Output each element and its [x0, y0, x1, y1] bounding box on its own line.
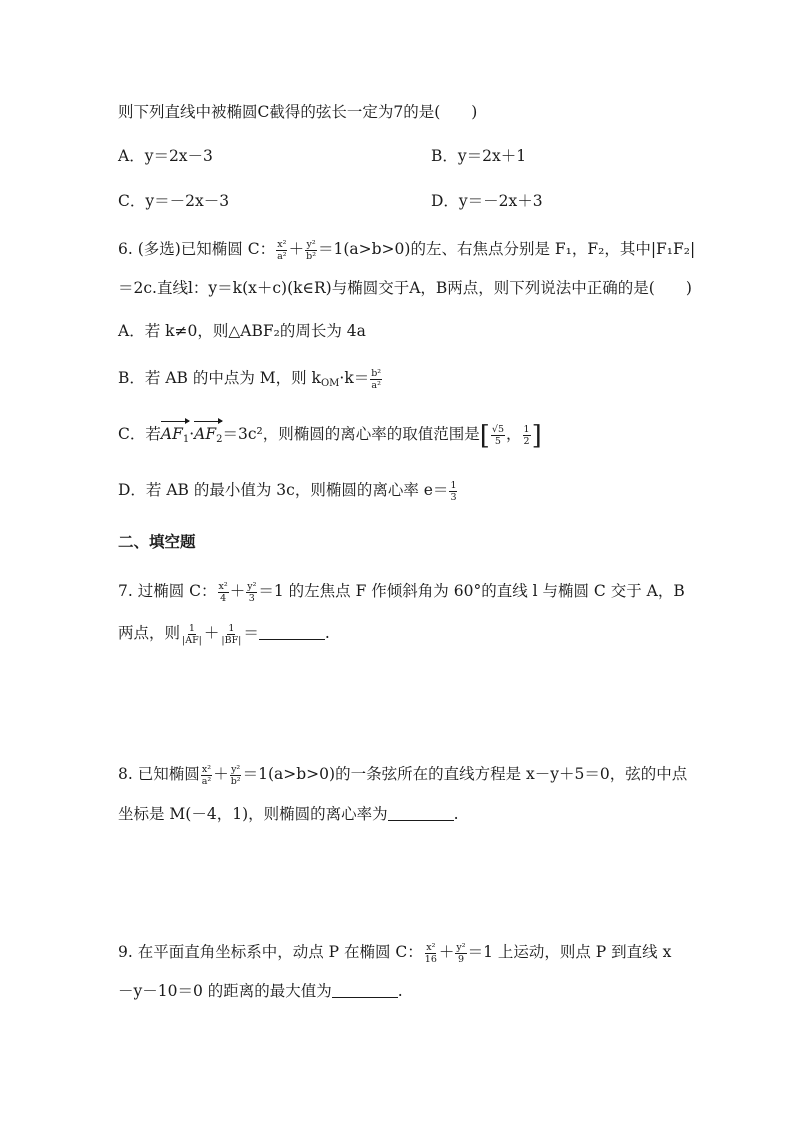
- q5-stem: 则下列直线中被椭圆C截得的弦长一定为7的是( ): [118, 103, 478, 121]
- fraction-x2-a2: $\frac{\text{x²}}{\text{a²}}$: [201, 763, 212, 787]
- answer-blank: [332, 983, 398, 998]
- q6-prefix: 6. (多选)已知椭圆 C：: [118, 240, 276, 258]
- vector-af1: $AF_1$: [161, 423, 189, 451]
- fraction-b2-a2: $\frac{\text{b²}}{\text{a²}}$: [371, 367, 382, 391]
- q6-option-c: C．若$AF_1\cdot AF_2=3c^2$，则椭圆的离心率的取值范围是[ $\frac{√5}{5}$ ， $\frac{1}{2}$ ]: [118, 421, 542, 451]
- q6-eq: ＝1(a>b>0)的左、右焦点分别是 F₁，F₂，其中|F₁F₂|: [318, 240, 696, 258]
- fraction-sqrt5-5: $\frac{√5}{5}$: [491, 423, 504, 447]
- q9-line2: －y－10＝0 的距离的最大值为 .: [118, 982, 403, 1000]
- fraction-x2-4: $\frac{\text{x²}}{4}$: [218, 580, 228, 604]
- q5-option-c: C．y＝－2x－3: [118, 192, 230, 210]
- fraction-1-3: $\frac{1}{3}$: [450, 479, 457, 503]
- q6-line2: ＝2c.直线l：y＝k(x＋c)(k∈R)与椭圆交于A，B两点，则下列说法中正确的是( ): [118, 279, 692, 297]
- fraction-x2-16: $\frac{\text{x²}}{16}$: [424, 941, 437, 965]
- fraction-y2-b2: $\frac{\text{y²}}{\text{b²}}$: [306, 238, 316, 262]
- q8-line1: 8. 已知椭圆 $\frac{\text{x²}}{\text{a²}}$ ＋ $\frac{\text{y²}}{\text{b²}}$ ＝1(a>b>0)的一条弦所在的直线方程是 x－y＋5＝0，弦的中点: [118, 763, 688, 787]
- fraction-1-bf: $\frac{1}{|BF|}$: [221, 622, 242, 646]
- q9-line1: 9. 在平面直角坐标系中，动点 P 在椭圆 C： $\frac{\text{x²}}{16}$ ＋ $\frac{\text{y²}}{9}$ ＝1 上运动，则点 P 到直线 x: [118, 941, 672, 965]
- fraction-1-af: $\frac{1}{|AF|}$: [182, 622, 202, 646]
- fraction-y2-b2: $\frac{\text{y²}}{\text{b²}}$: [230, 763, 241, 787]
- q5-option-d: D．y＝－2x＋3: [431, 192, 543, 210]
- q6-option-a: A．若 k≠0，则△ABF₂的周长为 4a: [118, 322, 366, 340]
- answer-blank: [388, 806, 454, 821]
- fraction-1-2: $\frac{1}{2}$: [523, 423, 530, 447]
- q5-option-b: B．y＝2x＋1: [431, 147, 527, 165]
- fraction-y2-3: $\frac{\text{y²}}{3}$: [247, 580, 257, 604]
- fraction-x2-a2: $\frac{\text{x²}}{\text{a²}}$: [277, 238, 287, 262]
- q6-option-b: B．若 AB 的中点为 M，则 $k_{OM}\cdot k=$ $\frac{\text{b²}}{\text{a²}}$: [118, 367, 382, 391]
- section-title: 二、填空题: [118, 533, 196, 551]
- fraction-y2-9: $\frac{\text{y²}}{9}$: [456, 941, 466, 965]
- q8-line2: 坐标是 M(－4，1)，则椭圆的离心率为 .: [118, 805, 459, 823]
- q5-option-a: A．y＝2x－3: [118, 147, 213, 165]
- answer-blank: [259, 625, 325, 640]
- q7-line2: 两点，则 $\frac{1}{|AF|}$ ＋ $\frac{1}{|BF|}$ ＝ .: [118, 622, 330, 646]
- q6-option-d: D．若 AB 的最小值为 3c，则椭圆的离心率 e＝ $\frac{1}{3}$: [118, 479, 457, 503]
- q7-line1: 7. 过椭圆 C： $\frac{\text{x²}}{4}$ ＋ $\frac{\text{y²}}{3}$ ＝1 的左焦点 F 作倾斜角为 60°的直线 l 与椭圆 C 交于 A，B: [118, 580, 685, 604]
- q6-line1: 6. (多选)已知椭圆 C： $\frac{\text{x²}}{\text{a²}}$ ＋ $\frac{\text{y²}}{\text{b²}}$ ＝1(a>b>0)的左、右焦点分别是 F₁，F₂，其中|F₁F₂|: [118, 238, 696, 262]
- vector-af2: $AF_2$: [194, 423, 222, 451]
